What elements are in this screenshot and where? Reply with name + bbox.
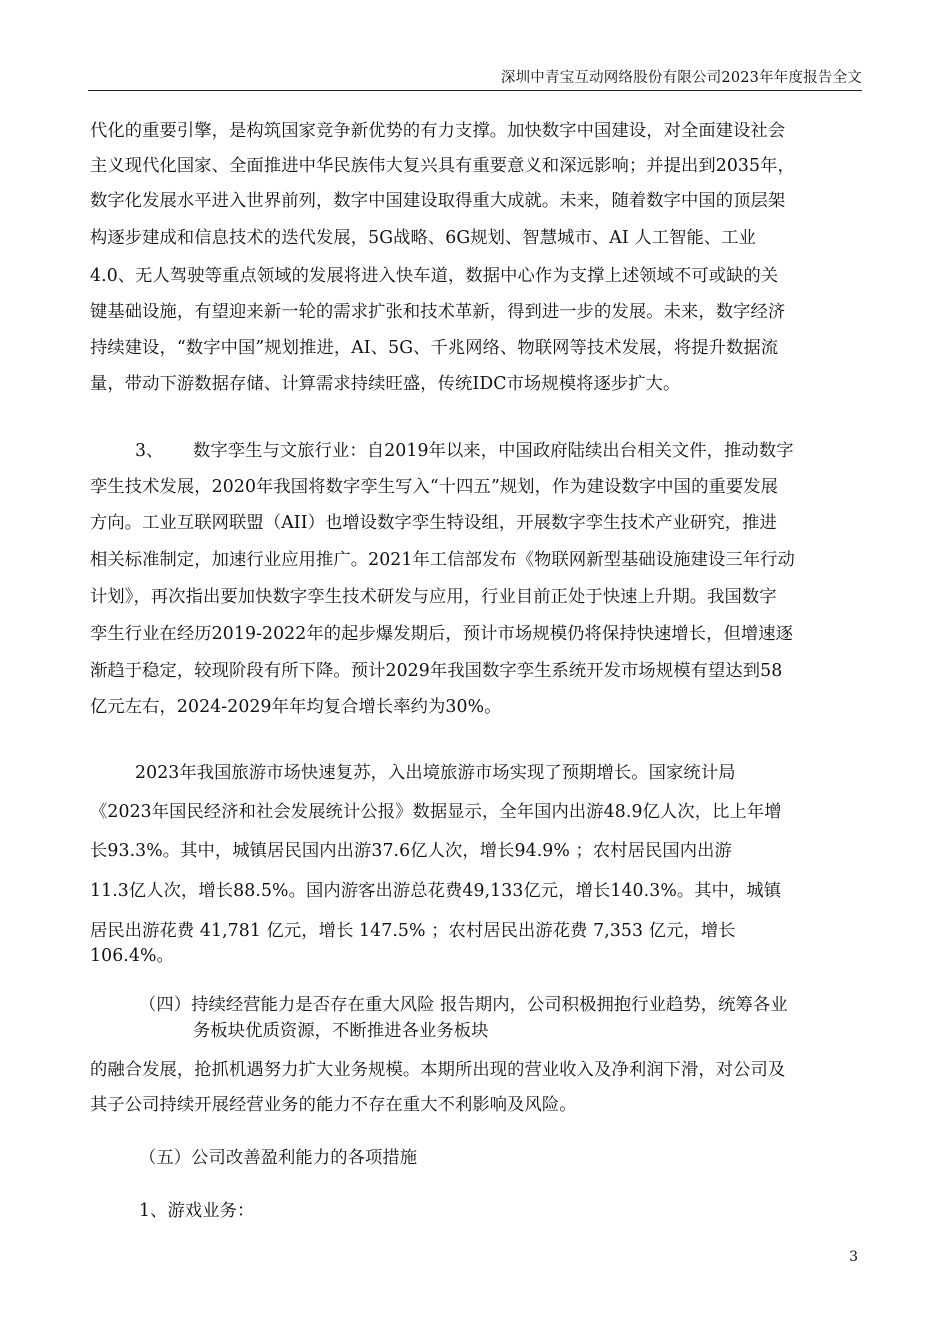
paragraph-line: 居民出游花费 41,781 亿元，增长 147.5% ；农村居民出游花费 7,353 亿元，增长 <box>90 921 736 941</box>
section-heading: （五）公司改善盈利能力的各项措施 <box>139 1148 418 1168</box>
paragraph-line: 11.3亿人次，增长88.5%。国内游客出游总花费49,133亿元，增长140.3%。其中，城镇 <box>90 881 782 901</box>
paragraph-line: 代化的重要引擎，是构筑国家竞争新优势的有力支撑。加快数字中国建设，对全面建设社会 <box>90 121 786 141</box>
paragraph-line: 相关标准制定，加速行业应用推广。2021年工信部发布《物联网新型基础设施建设三年行动 <box>90 550 795 570</box>
paragraph-line: 量，带动下游数据存储、计算需求持续旺盛，传统IDC市场规模将逐步扩大。 <box>90 374 681 394</box>
paragraph-line: 务板块优质资源，不断推进各业务板块 <box>193 1021 489 1041</box>
paragraph-line: 孪生行业在经历2019-2022年的起步爆发期后，预计市场规模仍将保持快速增长，但增速逐 <box>90 624 794 644</box>
paragraph-line: 4.0、无人驾驶等重点领域的发展将进入快车道，数据中心作为支撑上述领域不可或缺的关 <box>90 266 779 286</box>
paragraph-line: 长93.3%。其中，城镇居民国内出游37.6亿人次，增长94.9% ；农村居民国内出游 <box>90 841 732 861</box>
paragraph-line: 方向。工业互联网联盟（AII）也增设数字孪生特设组，开展数字孪生技术产业研究，推进 <box>90 513 777 533</box>
paragraph-line: 的融合发展，抢抓机遇努力扩大业务规模。本期所出现的营业收入及净利润下滑，对公司及 <box>90 1060 786 1080</box>
paragraph-line: 键基础设施，有望迎来新一轮的需求扩张和技术革新，得到进一步的发展。未来，数字经济 <box>90 302 786 322</box>
paragraph-line: 孪生技术发展，2020年我国将数字孪生写入“十四五”规划，作为建设数字中国的重要发展 <box>90 477 778 497</box>
section-heading: （四）持续经营能力是否存在重大风险 报告期内，公司积极拥抱行业趋势，统筹各业 <box>139 995 788 1015</box>
paragraph-line: 渐趋于稳定，较现阶段有所下降。预计2029年我国数字孪生系统开发市场规模有望达到58 <box>90 661 783 681</box>
list-number: 3、 <box>135 441 164 461</box>
paragraph-line: 构逐步建成和信息技术的迭代发展，5G战略、6G规划、智慧城市、AI 人工智能、工业 <box>90 228 757 248</box>
paragraph-line: 《2023年国民经济和社会发展统计公报》数据显示，全年国内出游48.9亿人次，比上年增 <box>90 802 782 822</box>
paragraph-line: 持续建设，“数字中国”规划推进，AI、5G、千兆网络、物联网等技术发展，将提升数据流 <box>90 338 779 358</box>
paragraph-line: 其子公司持续开展经营业务的能力不存在重大不利影响及风险。 <box>90 1095 577 1115</box>
sub-heading: 1、游戏业务： <box>139 1201 255 1221</box>
paragraph-line: 2023年我国旅游市场快速复苏，入出境旅游市场实现了预期增长。国家统计局 <box>135 763 736 783</box>
paragraph-line: 计划》，再次指出要加快数字孪生技术研发与应用，行业目前正处于快速上升期。我国数字 <box>90 587 777 607</box>
paragraph-line: 数字孪生与文旅行业：自2019年以来，中国政府陆续出台相关文件，推动数字 <box>193 441 794 461</box>
page-header: 深圳中青宝互动网络股份有限公司2023年年度报告全文 <box>500 70 862 86</box>
page-number: 3 <box>849 1249 858 1265</box>
paragraph-line: 主义现代化国家、全面推进中华民族伟大复兴具有重要意义和深远影响；并提出到2035年， <box>90 156 795 176</box>
paragraph-line: 106.4%。 <box>90 946 174 966</box>
paragraph-line: 亿元左右，2024-2029年年均复合增长率约为30%。 <box>90 697 502 717</box>
paragraph-line: 数字化发展水平进入世界前列，数字中国建设取得重大成就。未来，随着数字中国的顶层架 <box>90 191 786 211</box>
header-rule <box>88 90 862 91</box>
